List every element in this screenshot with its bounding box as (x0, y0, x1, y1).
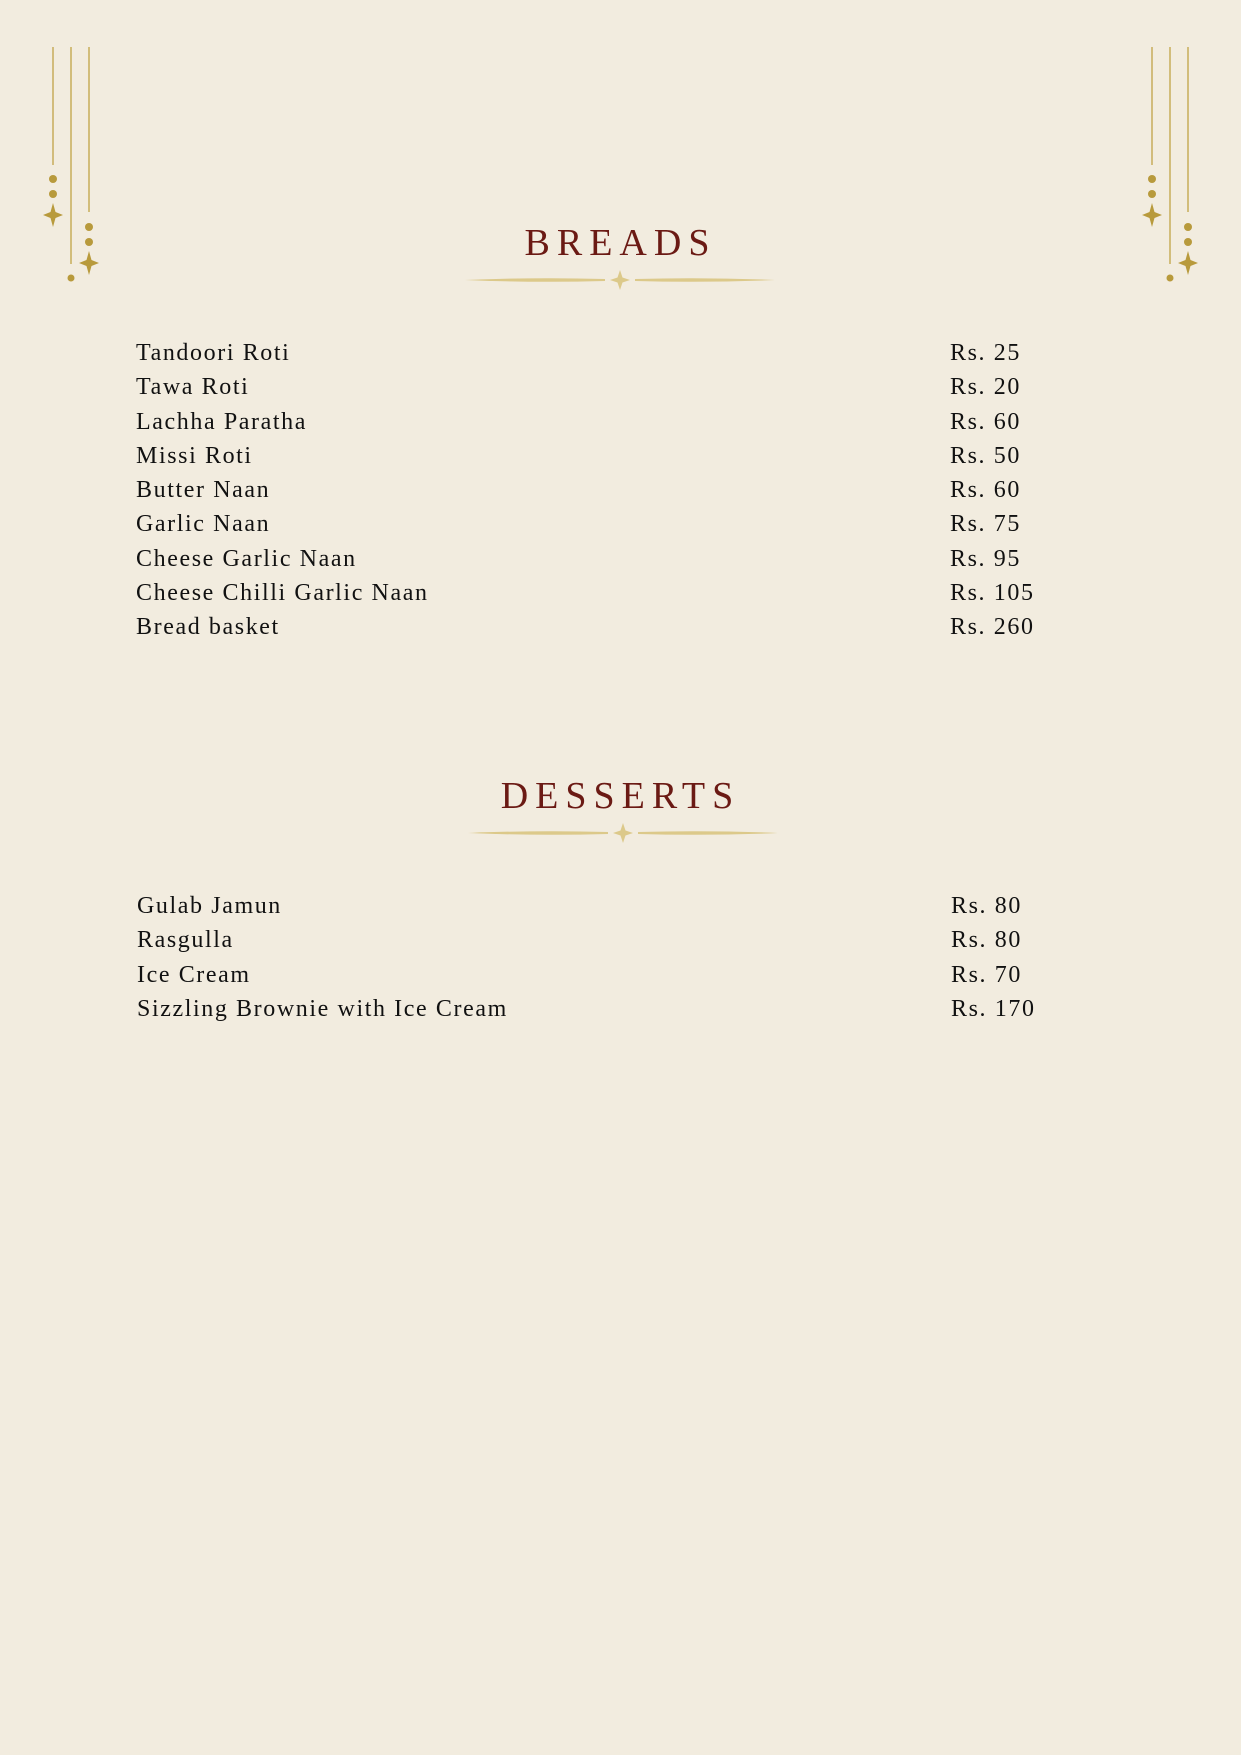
item-price: Rs. 80 (951, 893, 1022, 919)
item-name: Tandoori Roti (136, 340, 291, 366)
item-price: Rs. 170 (951, 995, 1036, 1022)
item-name: Tawa Roti (136, 374, 250, 401)
item-price: Rs. 50 (950, 442, 1021, 469)
item-name: Garlic Naan (136, 511, 271, 538)
item-price: Rs. 20 (950, 374, 1021, 401)
item-name: Missi Roti (136, 442, 253, 469)
item-name: Lachha Paratha (136, 408, 307, 435)
list-item (137, 923, 1067, 957)
item-price: Rs. 80 (951, 927, 1022, 954)
list-item (136, 610, 1066, 644)
star-divider-icon (465, 268, 775, 292)
star-divider-icon (468, 821, 778, 845)
section-title-desserts: DESSERTS (500, 775, 741, 817)
item-price: Rs. 70 (951, 961, 1022, 988)
list-item (136, 439, 1066, 473)
list-item (136, 507, 1066, 541)
list-item (136, 576, 1066, 610)
item-name: Rasgulla (137, 927, 234, 954)
list-item (137, 889, 1067, 923)
breads-list (136, 336, 1066, 645)
item-price: Rs. 260 (950, 614, 1035, 641)
item-name: Cheese Chilli Garlic Naan (136, 580, 429, 607)
item-price: Rs. 25 (950, 340, 1021, 366)
item-price: Rs. 75 (950, 511, 1021, 538)
item-name: Gulab Jamun (137, 893, 282, 919)
desserts-list (137, 889, 1067, 1026)
section-title-breads: BREADS (524, 222, 717, 264)
item-name: Sizzling Brownie with Ice Cream (137, 995, 508, 1022)
item-name: Butter Naan (136, 477, 271, 504)
item-price: Rs. 60 (950, 408, 1021, 435)
list-item (137, 958, 1067, 992)
list-item (136, 336, 1066, 370)
item-name: Ice Cream (137, 961, 251, 988)
item-price: Rs. 95 (950, 545, 1021, 572)
list-item (137, 992, 1067, 1026)
list-item (136, 473, 1066, 507)
list-item (136, 405, 1066, 439)
item-price: Rs. 60 (950, 477, 1021, 504)
item-price: Rs. 105 (950, 580, 1035, 607)
item-name: Bread basket (136, 614, 280, 641)
list-item (136, 542, 1066, 576)
item-name: Cheese Garlic Naan (136, 545, 357, 572)
list-item (136, 370, 1066, 404)
